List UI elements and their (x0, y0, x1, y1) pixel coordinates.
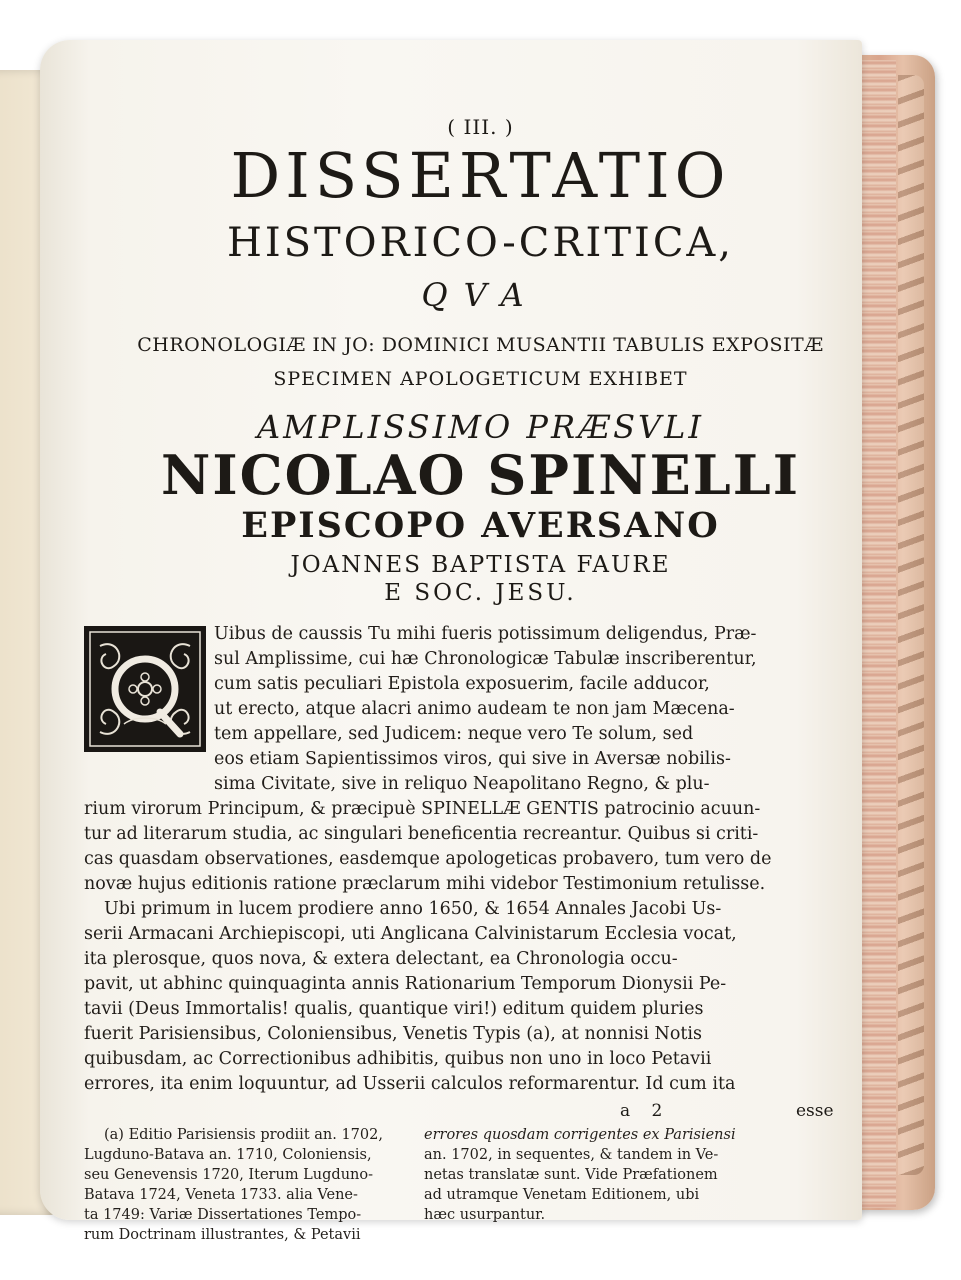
title-description-line-1: CHRONOLOGIÆ IN JO: DOMINICI MUSANTII TABULIS EXPOSITÆ (137, 334, 824, 356)
body-line: tem appellare, sed Judicem: neque vero Te solum, sed (214, 724, 694, 744)
body-line: cas quasdam observationes, easdemque apologeticas probavero, tum vero de (84, 849, 772, 869)
author-society: E SOC. JESU. (384, 580, 577, 606)
ornamental-drop-cap (84, 626, 206, 752)
footnote-line: ta 1749: Variæ Dissertationes Tempo- (84, 1207, 362, 1223)
body-line: quibusdam, ac Correctionibus adhibitis, quibus non uno in loco Petavii (84, 1049, 712, 1069)
footnote-line: an. 1702, in sequentes, & tandem in Ve- (424, 1147, 719, 1163)
body-line: serii Armacani Archiepiscopi, uti Anglicana Calvinistarum Ecclesia vocat, (84, 924, 737, 944)
footnote-line: ad utramque Venetam Editionem, ubi (424, 1187, 700, 1203)
title-sub: HISTORICO-CRITICA, (226, 220, 735, 266)
footnote-line: Lugduno-Batava an. 1710, Coloniensis, (84, 1147, 372, 1163)
body-line: novæ hujus editionis ratione præclarum mihi videbor Testimonium retulisse. (84, 874, 766, 894)
body-line: ita plerosque, quos nova, & extera delectant, ea Chronologia occu- (84, 949, 678, 969)
body-line: fuerit Parisiensibus, Coloniensibus, Venetis Typis (a), at nonnisi Notis (84, 1024, 702, 1044)
body-line: errores, ita enim loquuntur, ad Usserii calculos reformarentur. Id cum ita (84, 1074, 736, 1094)
footnote-line: Batava 1724, Veneta 1733. alia Vene- (84, 1187, 358, 1203)
footnote-line: hæc usurpantur. (424, 1207, 546, 1223)
dedication-line: AMPLISSIMO PRÆSVLI (257, 408, 704, 446)
footnote-line: rum Doctrinam illustrantes, & Petavii (84, 1227, 361, 1243)
footnote-line: netas translatæ sunt. Vide Præfationem (424, 1167, 718, 1183)
body-line: Ubi primum in lucem prodiere anno 1650, & 1654 Annales Jacobi Us- (104, 899, 722, 919)
footnote-line: (a) Editio Parisiensis prodiit an. 1702, (104, 1127, 383, 1143)
body-line: rium virorum Principum, & præcipuè SPINELLÆ GENTIS patrocinio acuun- (84, 799, 761, 819)
catchword: esse (796, 1101, 834, 1121)
body-line: tur ad literarum studia, ac singulari beneficentia recreantur. Quibus si criti- (84, 824, 759, 844)
title-main: DISSERTATIO (230, 139, 731, 212)
body-line: eos etiam Sapientissimos viros, qui sive in Aversæ nobilis- (214, 749, 731, 769)
title-qua: QVA (421, 276, 540, 314)
body-line: sima Civitate, sive in reliquo Neapolitano Regno, & plu- (214, 774, 710, 794)
dedicatee-name: NICOLAO SPINELLI (161, 443, 800, 507)
body-line: tavii (Deus Immortalis! qualis, quantique viri!) editum quidem pluries (84, 999, 704, 1019)
title-description-line-2: SPECIMEN APOLOGETICUM EXHIBET (273, 368, 688, 390)
floral-ornament-icon (86, 628, 204, 750)
body-line: ut erecto, atque alacri animo audeam te non jam Mæcena- (214, 699, 735, 719)
body-line: Uibus de caussis Tu mihi fueris potissimum deligendus, Præ- (214, 624, 757, 644)
dedicatee-office: EPISCOPO AVERSANO (241, 505, 720, 546)
body-line: pavit, ut abhinc quinquaginta annis Rationarium Temporum Dionysii Pe- (84, 974, 727, 994)
body-line: cum satis peculiari Epistola exposuerim, facile adducor, (214, 674, 710, 694)
body-line: sul Amplissime, cui hæ Chronologicæ Tabulæ inscriberentur, (214, 649, 757, 669)
page-number: ( III. ) (447, 115, 514, 139)
footnote-line: seu Genevensis 1720, Iterum Lugduno- (84, 1167, 374, 1183)
footnote-line: errores quosdam corrigentes ex Parisiensi (424, 1127, 736, 1143)
signature-mark: a 2 (620, 1101, 671, 1121)
author-name: JOANNES BAPTISTA FAURE (290, 552, 671, 578)
